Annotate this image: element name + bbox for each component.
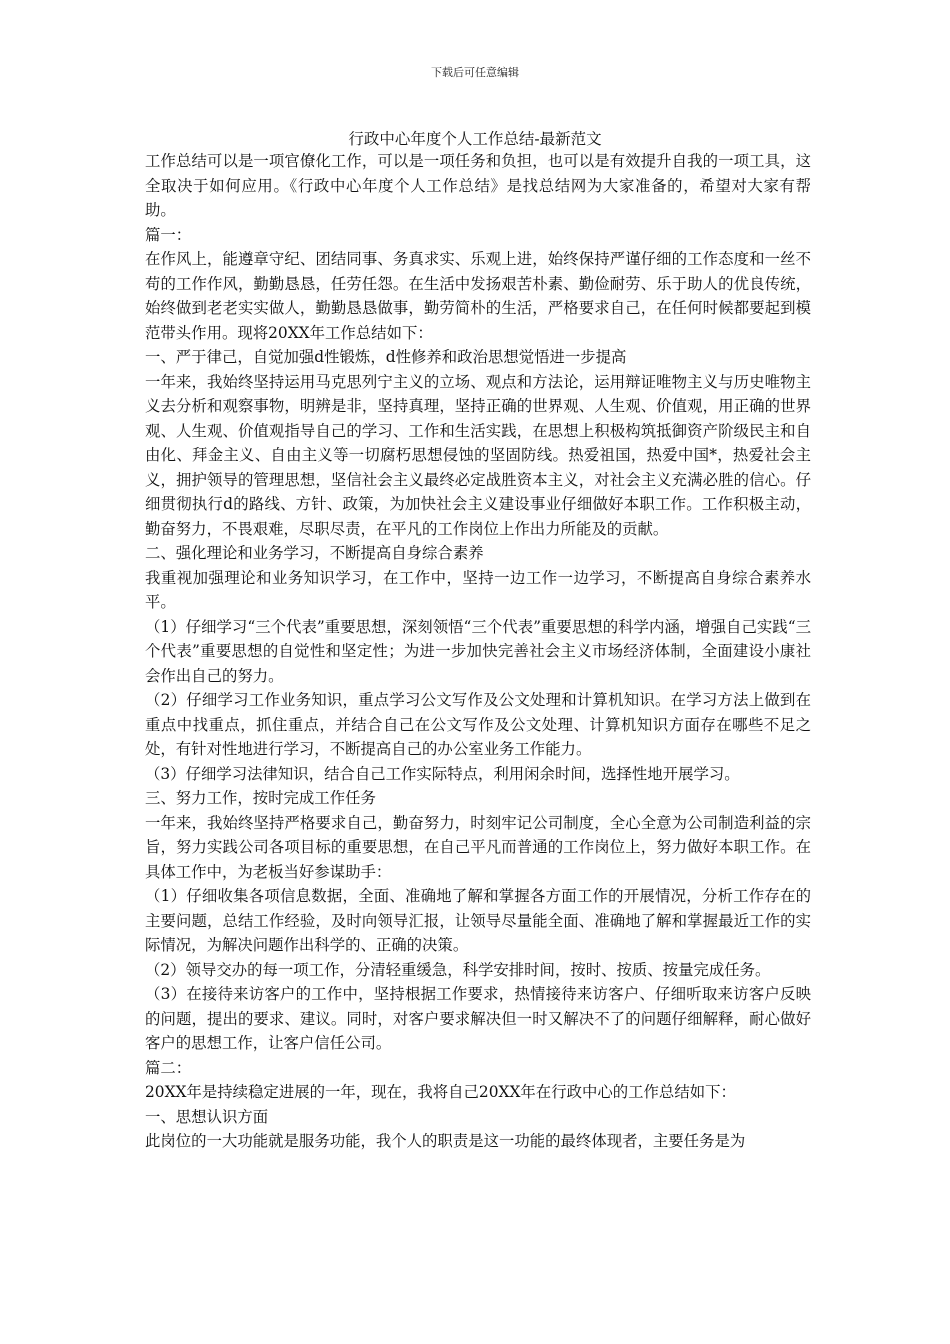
list-item: （2）仔细学习工作业务知识，重点学习公文写作及公文处理和计算机知识。在学习方法上做到在重点中找重点，抓住重点，并结合自己在公文写作及公文处理、计算机知识方面存在哪些不足之处，有针对性地进行学习，不断提高自己的办公室业务工作能力。 [145, 691, 811, 758]
body-paragraph: 我重视加强理论和业务知识学习，在工作中，坚持一边工作一边学习，不断提高自身综合素养水平。 [145, 568, 811, 611]
list-item: （2）领导交办的每一项工作，分清轻重缓急，科学安排时间，按时、按质、按量完成任务。 [145, 960, 771, 979]
body-paragraph: 20XX年是持续稳定进展的一年，现在，我将自己20XX年在行政中心的工作总结如下： [145, 1083, 736, 1101]
section-heading: 三、努力工作，按时完成工作任务 [145, 789, 376, 807]
document-body [145, 149, 811, 1154]
section-heading: 二、强化理论和业务学习，不断提高自身综合素养 [145, 544, 484, 562]
section-label-part-two: 篇二： [145, 1058, 192, 1077]
section-label-part-one: 篇一： [145, 225, 192, 244]
header-note: 下载后可任意编辑 [431, 66, 519, 79]
list-item: （1）仔细学习“三个代表”重要思想，深刻领悟“三个代表”重要思想的科学内涵，增强自己实践“三个代表”重要思想的自觉性和坚定性；为进一步加快完善社会主义市场经济体制，全面建设小康社会作出自己的努力。 [145, 617, 811, 685]
list-item: （3）在接待来访客户的工作中，坚持根据工作要求，热情接待来访客户、仔细听取来访客户反映的问题，提出的要求、建议。同时，对客户要求解决但一时又解决不了的问题仔细解释，耐心做好客户的思想工作，让客户信任公司。 [145, 985, 811, 1052]
body-paragraph: 一年来，我始终坚持严格要求自己，勤奋努力，时刻牢记公司制度，全心全意为公司制造利益的宗旨，努力实践公司各项目标的重要思想，在自己平凡而普通的工作岗位上，努力做好本职工作。在具体工作中，为老板当好参谋助手： [145, 813, 811, 881]
section-heading: 一、思想认识方面 [145, 1107, 269, 1126]
intro-paragraph: 工作总结可以是一项官僚化工作，可以是一项任务和负担，也可以是有效提升自我的一项工具，这全取决于如何应用。《行政中心年度个人工作总结》是找总结网为大家准备的，希望对大家有帮助。 [145, 152, 811, 219]
document-title: 行政中心年度个人工作总结-最新范文 [348, 130, 602, 148]
body-paragraph: 此岗位的一大功能就是服务功能，我个人的职责是这一功能的最终体现者，主要任务是为 [145, 1132, 746, 1150]
section-heading: 一、严于律己，自觉加强d性锻炼，d性修养和政治思想觉悟进一步提高 [145, 348, 627, 366]
body-paragraph: 在作风上，能遵章守纪、团结同事、务真求实、乐观上进，始终保持严谨仔细的工作态度和一丝不苟的工作作风，勤勤恳恳，任劳任怨。在生活中发扬艰苦朴素、勤俭耐劳、乐于助人的优良传统，始终做到老老实实做人，勤勤恳恳做事，勤劳简朴的生活，严格要求自己，在任何时候都要起到模范带头作用。现将20XX年工作总结如下： [145, 250, 811, 342]
body-paragraph: 一年来，我始终坚持运用马克思列宁主义的立场、观点和方法论，运用辩证唯物主义与历史唯物主义去分析和观察事物，明辨是非，坚持真理，坚持正确的世界观、人生观、价值观，用正确的世界观、人生观、价值观指导自己的学习、工作和生活实践，在思想上积极构筑抵御资产阶级民主和自由化、拜金主义、自由主义等一切腐朽思想侵蚀的坚固防线。热爱祖国，热爱中国*，热爱社会主义，拥护领导的管理思想，坚信社会主义最终必定战胜资本主义，对社会主义充满必胜的信心。仔细贯彻执行d的路线、方针、政策，为加快社会主义建设事业仔细做好本职工作。工作积极主动，勤奋努力，不畏艰难，尽职尽责，在平凡的工作岗位上作出力所能及的贡献。 [145, 372, 811, 538]
list-item: （1）仔细收集各项信息数据，全面、准确地了解和掌握各方面工作的开展情况，分析工作存在的主要问题，总结工作经验，及时向领导汇报，让领导尽量能全面、准确地了解和掌握最近工作的实际情况，为解决问题作出科学的、正确的决策。 [145, 887, 811, 954]
list-item: （3）仔细学习法律知识，结合自己工作实际特点，利用闲余时间，选择性地开展学习。 [145, 764, 740, 783]
